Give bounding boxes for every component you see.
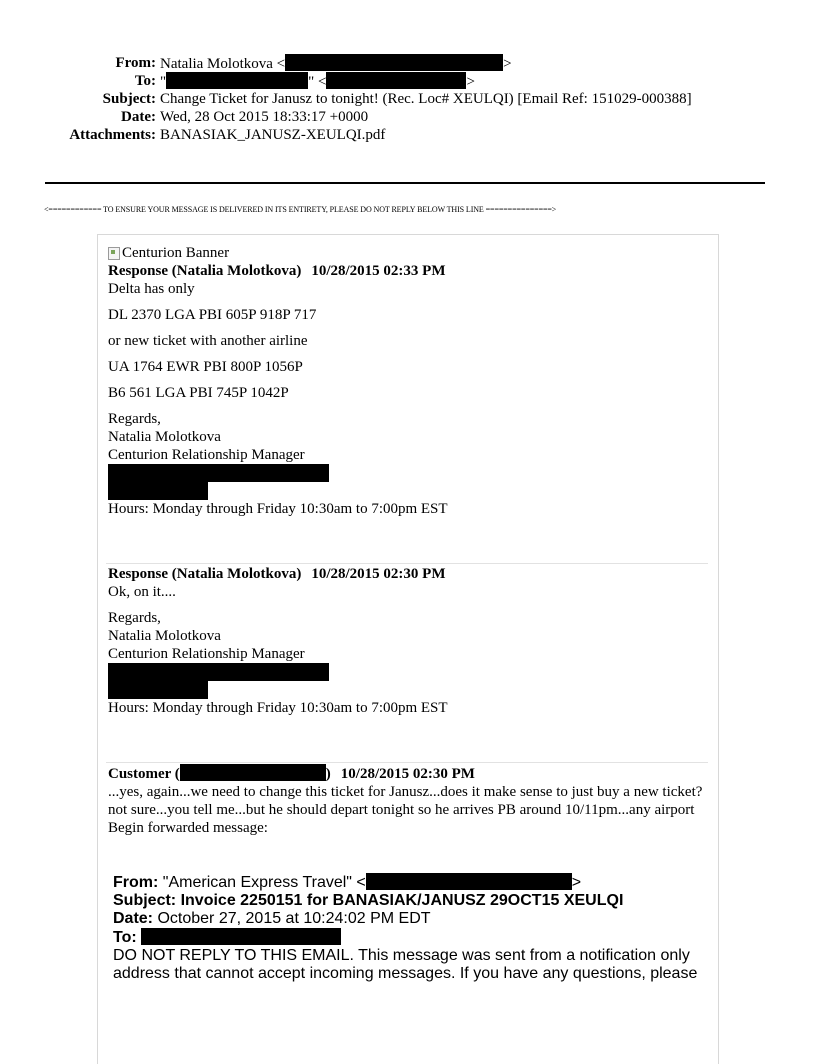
attachments-label: Attachments: <box>69 127 156 143</box>
from-value: Natalia Molotkova < <box>160 56 286 72</box>
response-line: UA 1764 EWR PBI 800P 1056P <box>108 359 303 375</box>
redaction-bar <box>108 482 208 500</box>
redaction-bar <box>285 54 503 71</box>
response-timestamp: 10/28/2015 02:30 PM <box>311 566 446 582</box>
response-header <box>108 262 708 280</box>
forwarded-subject: Invoice 2250151 for BANASIAK/JANUSZ 29OCT15 XEULQI <box>180 892 624 909</box>
customer-header: Customer ( ) 10/28/2015 02:30 PM <box>108 766 475 782</box>
redaction-bar <box>166 72 308 89</box>
signature-hours: Hours: Monday through Friday 10:30am to 7:00pm EST <box>108 700 448 716</box>
response-entry <box>108 262 708 518</box>
header-to-row: To: " " < > <box>0 72 816 90</box>
redaction-bar <box>326 72 466 89</box>
redaction-bar <box>366 873 572 890</box>
signature-title: Centurion Relationship Manager <box>108 447 305 463</box>
redaction-bar <box>180 764 326 781</box>
centurion-banner <box>108 244 708 262</box>
header-from-row: From: Natalia Molotkova < > <box>0 54 816 72</box>
response-line: or new ticket with another airline <box>108 333 308 349</box>
response-entry <box>108 565 708 717</box>
redaction-bar <box>108 681 208 699</box>
signature-name: Natalia Molotkova <box>108 628 221 644</box>
redaction-bar <box>141 928 341 945</box>
forwarded-body: DO NOT REPLY TO THIS EMAIL. This message was sent from a notification only address that cannot accept incoming messages. If you have any questions, please <box>113 947 698 982</box>
customer-message: ...yes, again...we need to change this ticket for Janusz...does it make sense to just buy a new ticket? not sure...you tell me...but he should depart tonight so he arrives PB around 10/11pm...any airport <box>108 784 703 818</box>
response-header <box>108 565 708 583</box>
to-label: To: <box>134 73 156 89</box>
response-line: DL 2370 LGA PBI 605P 918P 717 <box>108 307 317 323</box>
forwarded-date: October 27, 2015 at 10:24:02 PM EDT <box>157 910 431 927</box>
date-label: Date: <box>121 109 156 125</box>
response-line: Ok, on it.... <box>108 584 176 600</box>
response-line: Delta has only <box>108 281 195 297</box>
date-value: Wed, 28 Oct 2015 18:33:17 +0000 <box>160 109 369 125</box>
forwarded-intro: Begin forwarded message: <box>108 820 268 836</box>
customer-timestamp: 10/28/2015 02:30 PM <box>340 766 475 782</box>
subject-value: Change Ticket for Janusz to tonight! (Rec. Loc# XEULQI) [Email Ref: 151029-000388] <box>160 91 692 107</box>
header-divider <box>45 182 765 184</box>
broken-image-icon <box>108 247 120 260</box>
message-thread <box>108 244 708 983</box>
attachment-link[interactable]: BANASIAK_JANUSZ-XEULQI.pdf <box>160 127 386 143</box>
customer-entry <box>108 764 708 837</box>
banner-alt-text: Centurion Banner <box>122 245 230 261</box>
header-date-row <box>0 108 816 126</box>
from-label: From: <box>115 55 156 71</box>
signature: Regards, Natalia Molotkova Centurion Relationship Manager Hours: Monday through Friday 10:30am to 7:00pm EST <box>108 609 708 717</box>
header-subject-row <box>0 90 816 108</box>
redaction-bar <box>108 663 329 681</box>
subject-label: Subject: <box>102 91 156 107</box>
signature-hours: Hours: Monday through Friday 10:30am to 7:00pm EST <box>108 501 448 517</box>
signature-title: Centurion Relationship Manager <box>108 646 305 662</box>
reply-notice: <============ TO ENSURE YOUR MESSAGE IS DELIVERED IN ITS ENTIRETY, PLEASE DO NOT REPLY BELOW THIS LINE ===============> <box>44 205 557 214</box>
redaction-bar <box>108 464 329 482</box>
response-line: B6 561 LGA PBI 745P 1042P <box>108 385 289 401</box>
forwarded-email: From: "American Express Travel" < > Subject: Invoice 2250151 for BANASIAK/JANUSZ 29OCT15 XEULQI Date: October 27, 2015 at 10:24:02 PM EDT To: DO NOT REPLY TO THIS EMAIL. This message was sent from a notification only address that cannot accept incoming messages. If you have any questions, please <box>113 873 713 983</box>
email-header <box>0 54 816 144</box>
header-attachments-row <box>0 126 816 144</box>
signature-name: Natalia Molotkova <box>108 429 221 445</box>
signature: Regards, Natalia Molotkova Centurion Relationship Manager Hours: Monday through Friday 10:30am to 7:00pm EST <box>108 410 708 518</box>
response-author: Response (Natalia Molotkova) <box>108 566 302 582</box>
response-timestamp: 10/28/2015 02:33 PM <box>311 263 446 279</box>
forwarded-from: "American Express Travel" < <box>162 874 366 891</box>
response-author: Response (Natalia Molotkova) <box>108 263 302 279</box>
